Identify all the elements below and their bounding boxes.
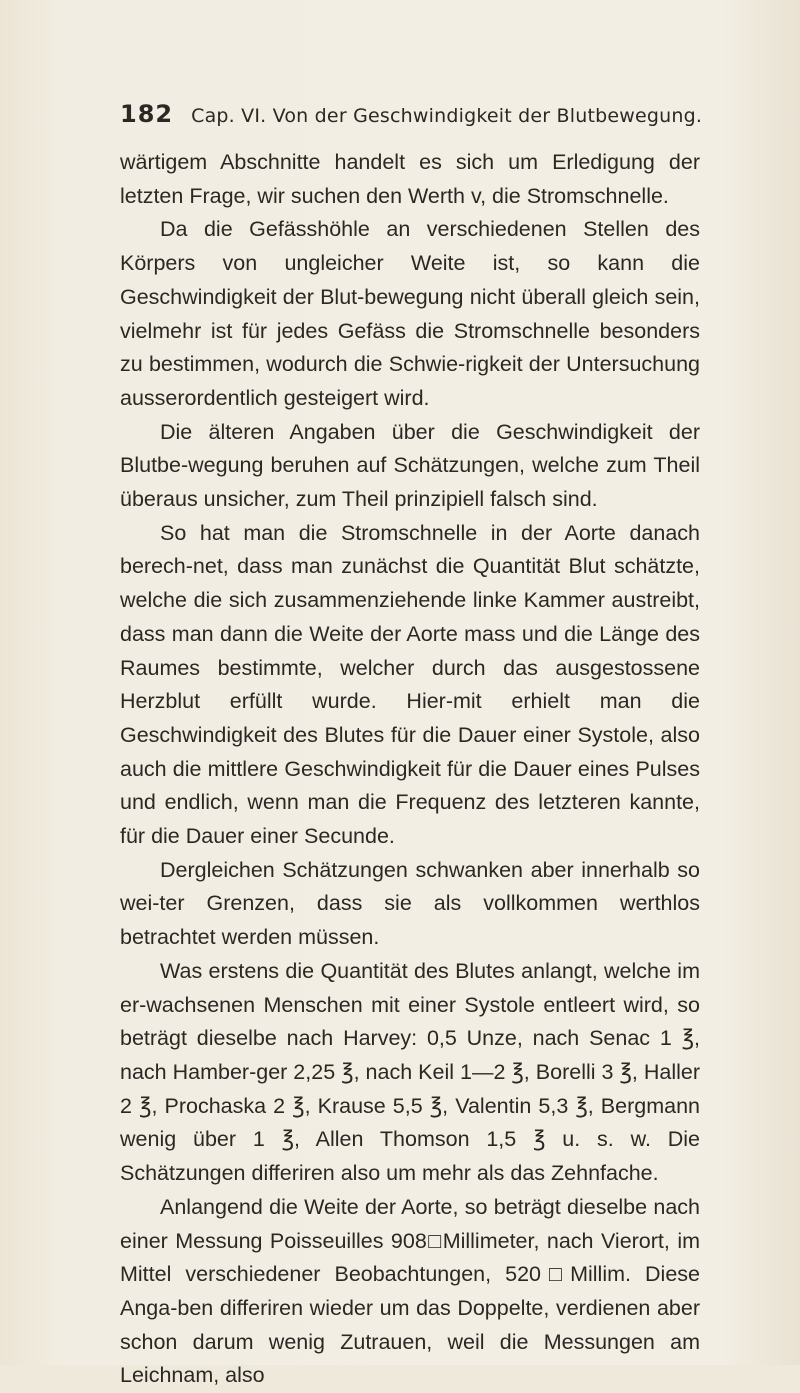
paragraph-4: So hat man die Stromschnelle in der Aorte danach berech-net, dass man zunächst die Quantität Blut schätzte, welche die sich zusammenziehende linke Kammer austreibt, dass man dann die Weite der Aorte mass und die Länge des Raumes bestimmte, welcher durch das ausgestossene Herzblut erfüllt wurde. Hier-mit erhielt man die Geschwindigkeit des Blutes für die Dauer einer Systole, also auch die mittlere Geschwindigkeit für die Dauer eines Pulses und endlich, wenn man die Frequenz des letzteren kannte, für die Dauer einer Secunde.	[120, 520, 700, 849]
paragraph-3: Die älteren Angaben über die Geschwindigkeit der Blutbe-wegung beruhen auf Schätzungen, welche zum Theil überaus unsicher, zum Theil prinzipiell falsch sind.	[120, 419, 700, 512]
paragraph-1: wärtigem Abschnitte handelt es sich um Erledigung der letzten Frage, wir suchen den Werth v, die Stromschnelle.	[120, 150, 700, 208]
page-header	[120, 100, 702, 140]
paragraph-6: Was erstens die Quantität des Blutes anlangt, welche im er-wachsenen Menschen mit einer Systole entleert wird, so beträgt dieselbe nach Harvey: 0,5 Unze, nach Senac 1 ℥, nach Hamber-ger 2,25 ℥, nach Keil 1—2 ℥, Borelli 3 ℥, Haller 2 ℥, Prochaska 2 ℥, Krause 5,5 ℥, Valentin 5,3 ℥, Bergmann wenig über 1 ℥, Allen Thomson 1,5 ℥ u. s. w. Die Schätzungen differiren also um mehr als das Zehnfache.	[120, 958, 700, 1186]
running-title: Cap. VI. Von der Geschwindigkeit der Blutbewegung.	[191, 105, 703, 127]
paragraph-5: Dergleichen Schätzungen schwanken aber innerhalb so wei-ter Grenzen, dass sie als vollkommen werthlos betrachtet werden müssen.	[120, 857, 700, 950]
page-number: 182	[120, 100, 174, 128]
paragraph-2: Da die Gefässhöhle an verschiedenen Stellen des Körpers von ungleicher Weite ist, so kann die Geschwindigkeit der Blut-bewegung nicht überall gleich sein, vielmehr ist für jedes Gefäss die Stromschnelle besonders zu bestimmen, wodurch die Schwie-rigkeit der Untersuchung ausserordentlich gesteigert wird.	[120, 217, 700, 410]
paragraph-7: Anlangend die Weite der Aorte, so beträgt dieselbe nach einer Messung Poisseuilles 908□Millimeter, nach Vierort, im Mittel verschiedener Beobachtungen, 520□Millim. Diese Anga-ben differiren wieder um das Doppelte, verdienen aber schon darum wenig Zutrauen, weil die Messungen am Leichnam, also	[120, 1194, 700, 1388]
body-text	[120, 146, 700, 1393]
